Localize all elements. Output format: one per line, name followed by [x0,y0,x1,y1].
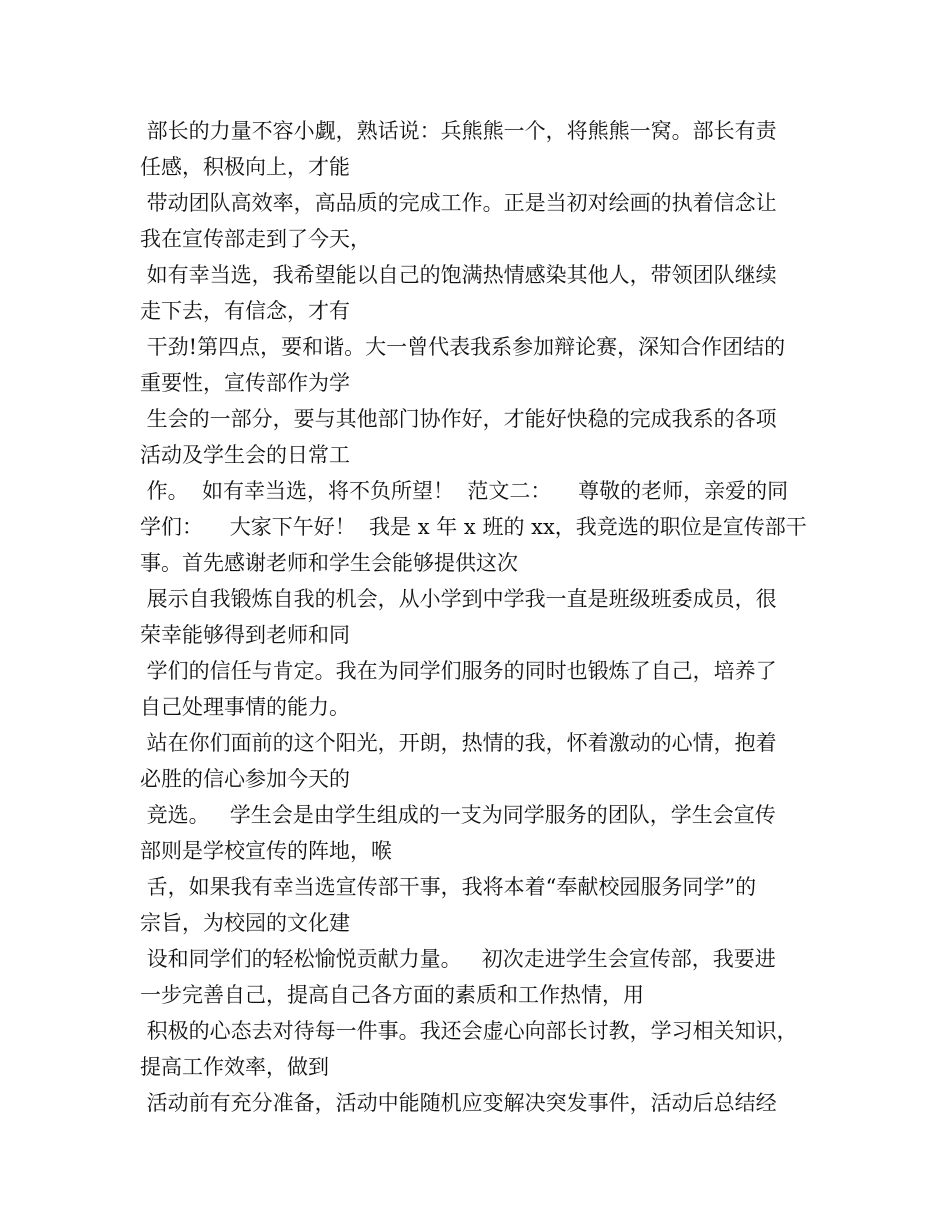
text-line: 走下去，有信念，才有 [140,299,350,323]
text-line: 竞选。 学生会是由学生组成的一支为同学服务的团队，学生会宣传 [140,803,776,827]
text-line: 积极的心态去对待每一件事。我还会虚心向部长讨教，学习相关知识， [140,1019,798,1043]
text-line: 重要性，宣传部作为学 [140,371,350,395]
text-line: 自己处理事情的能力。 [140,695,350,719]
document-body [140,113,830,1121]
text-line: 一步完善自己，提高自己各方面的素质和工作热情，用 [140,983,644,1007]
text-line: 部则是学校宣传的阵地，喉 [140,839,392,863]
text-line: 事。首先感谢老师和学生会能够提供这次 [140,551,518,575]
text-line: 作。 如有幸当选，将不负所望！ 范文二： 尊敬的老师，亲爱的同 [140,479,789,503]
text-line: 设和同学们的轻松愉悦贡献力量。 初次走进学生会宣传部，我要进 [140,947,776,971]
text-line: 任感，积极向上，才能 [140,155,350,179]
text-line: 我在宣传部走到了今天， [140,227,371,251]
text-line: 学们的信任与肯定。我在为同学们服务的同时也锻炼了自己，培养了 [140,659,777,683]
text-line: 活动前有充分准备，活动中能随机应变解决突发事件，活动后总结经 [140,1091,777,1115]
text-line: 活动及学生会的日常工 [140,443,350,467]
text-line: 提高工作效率，做到 [140,1055,329,1079]
text-line: 干劲!第四点，要和谐。大一曾代表我系参加辩论赛，深知合作团结的 [140,335,786,359]
text-line: 部长的力量不容小觑，熟话说：兵熊熊一个，将熊熊一窝。部长有责 [140,119,777,143]
text-line: 生会的一部分，要与其他部门协作好，才能好快稳的完成我系的各项 [140,407,777,431]
text-line: 带动团队高效率，高品质的完成工作。正是当初对绘画的执着信念让 [140,191,777,215]
text-line: 舌，如果我有幸当选宣传部干事，我将本着“奉献校园服务同学”的 [140,875,757,899]
text-line: 宗旨，为校园的文化建 [140,911,350,935]
text-line: 荣幸能够得到老师和同 [140,623,350,647]
text-line: 展示自我锻炼自我的机会，从小学到中学我一直是班级班委成员，很 [140,587,777,611]
text-line: 必胜的信心参加今天的 [140,767,350,791]
text-line: 站在你们面前的这个阳光，开朗，热情的我，怀着激动的心情，抱着 [140,731,777,755]
text-line: 如有幸当选，我希望能以自己的饱满热情感染其他人，带领团队继续 [140,263,777,287]
text-line: 学们： 大家下午好！ 我是 x 年 x 班的 xx，我竞选的职位是宣传部干 [140,515,807,539]
